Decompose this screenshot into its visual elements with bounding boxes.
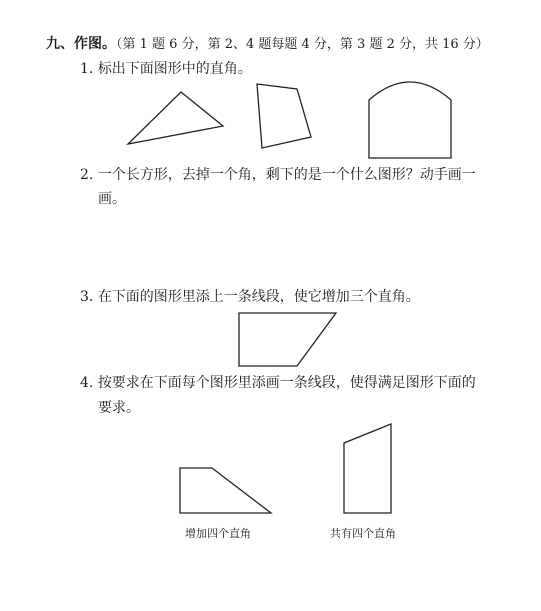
question-4-text-line1: 按要求在下面每个图形里添画一条线段，使得满足图形下面的 xyxy=(97,375,476,391)
question-4-number: 4. xyxy=(80,375,94,391)
question-2-text-line2: 画。 xyxy=(98,191,126,207)
question-3-number: 3. xyxy=(80,289,94,305)
caption-right: 共有四个直角 xyxy=(330,527,396,540)
section-scoring: （第 1 题 6 分，第 2、4 题每题 4 分，第 3 题 2 分，共 16 分） xyxy=(116,37,489,52)
q1-quadrilateral xyxy=(257,84,311,148)
question-2-text-line1: 一个长方形，去掉一个角，剩下的是一个什么图形？动手画一 xyxy=(97,167,476,183)
q1-triangle xyxy=(128,92,223,144)
question-3-text: 在下面的图形里添上一条线段，使它增加三个直角。 xyxy=(97,289,420,305)
q4-right-quadrilateral xyxy=(344,424,391,513)
caption-left: 增加四个直角 xyxy=(185,527,251,540)
question-4-text-line2: 要求。 xyxy=(98,400,140,416)
q3-trapezoid xyxy=(239,313,336,366)
q4-left-trapezoid xyxy=(180,468,271,513)
section-title: 九、作图。 xyxy=(46,36,116,52)
q1-arched-shape xyxy=(369,82,451,158)
question-2-number: 2. xyxy=(80,167,94,183)
question-1-text: 标出下面图形中的直角。 xyxy=(97,61,252,77)
question-1-number: 1. xyxy=(80,61,94,77)
